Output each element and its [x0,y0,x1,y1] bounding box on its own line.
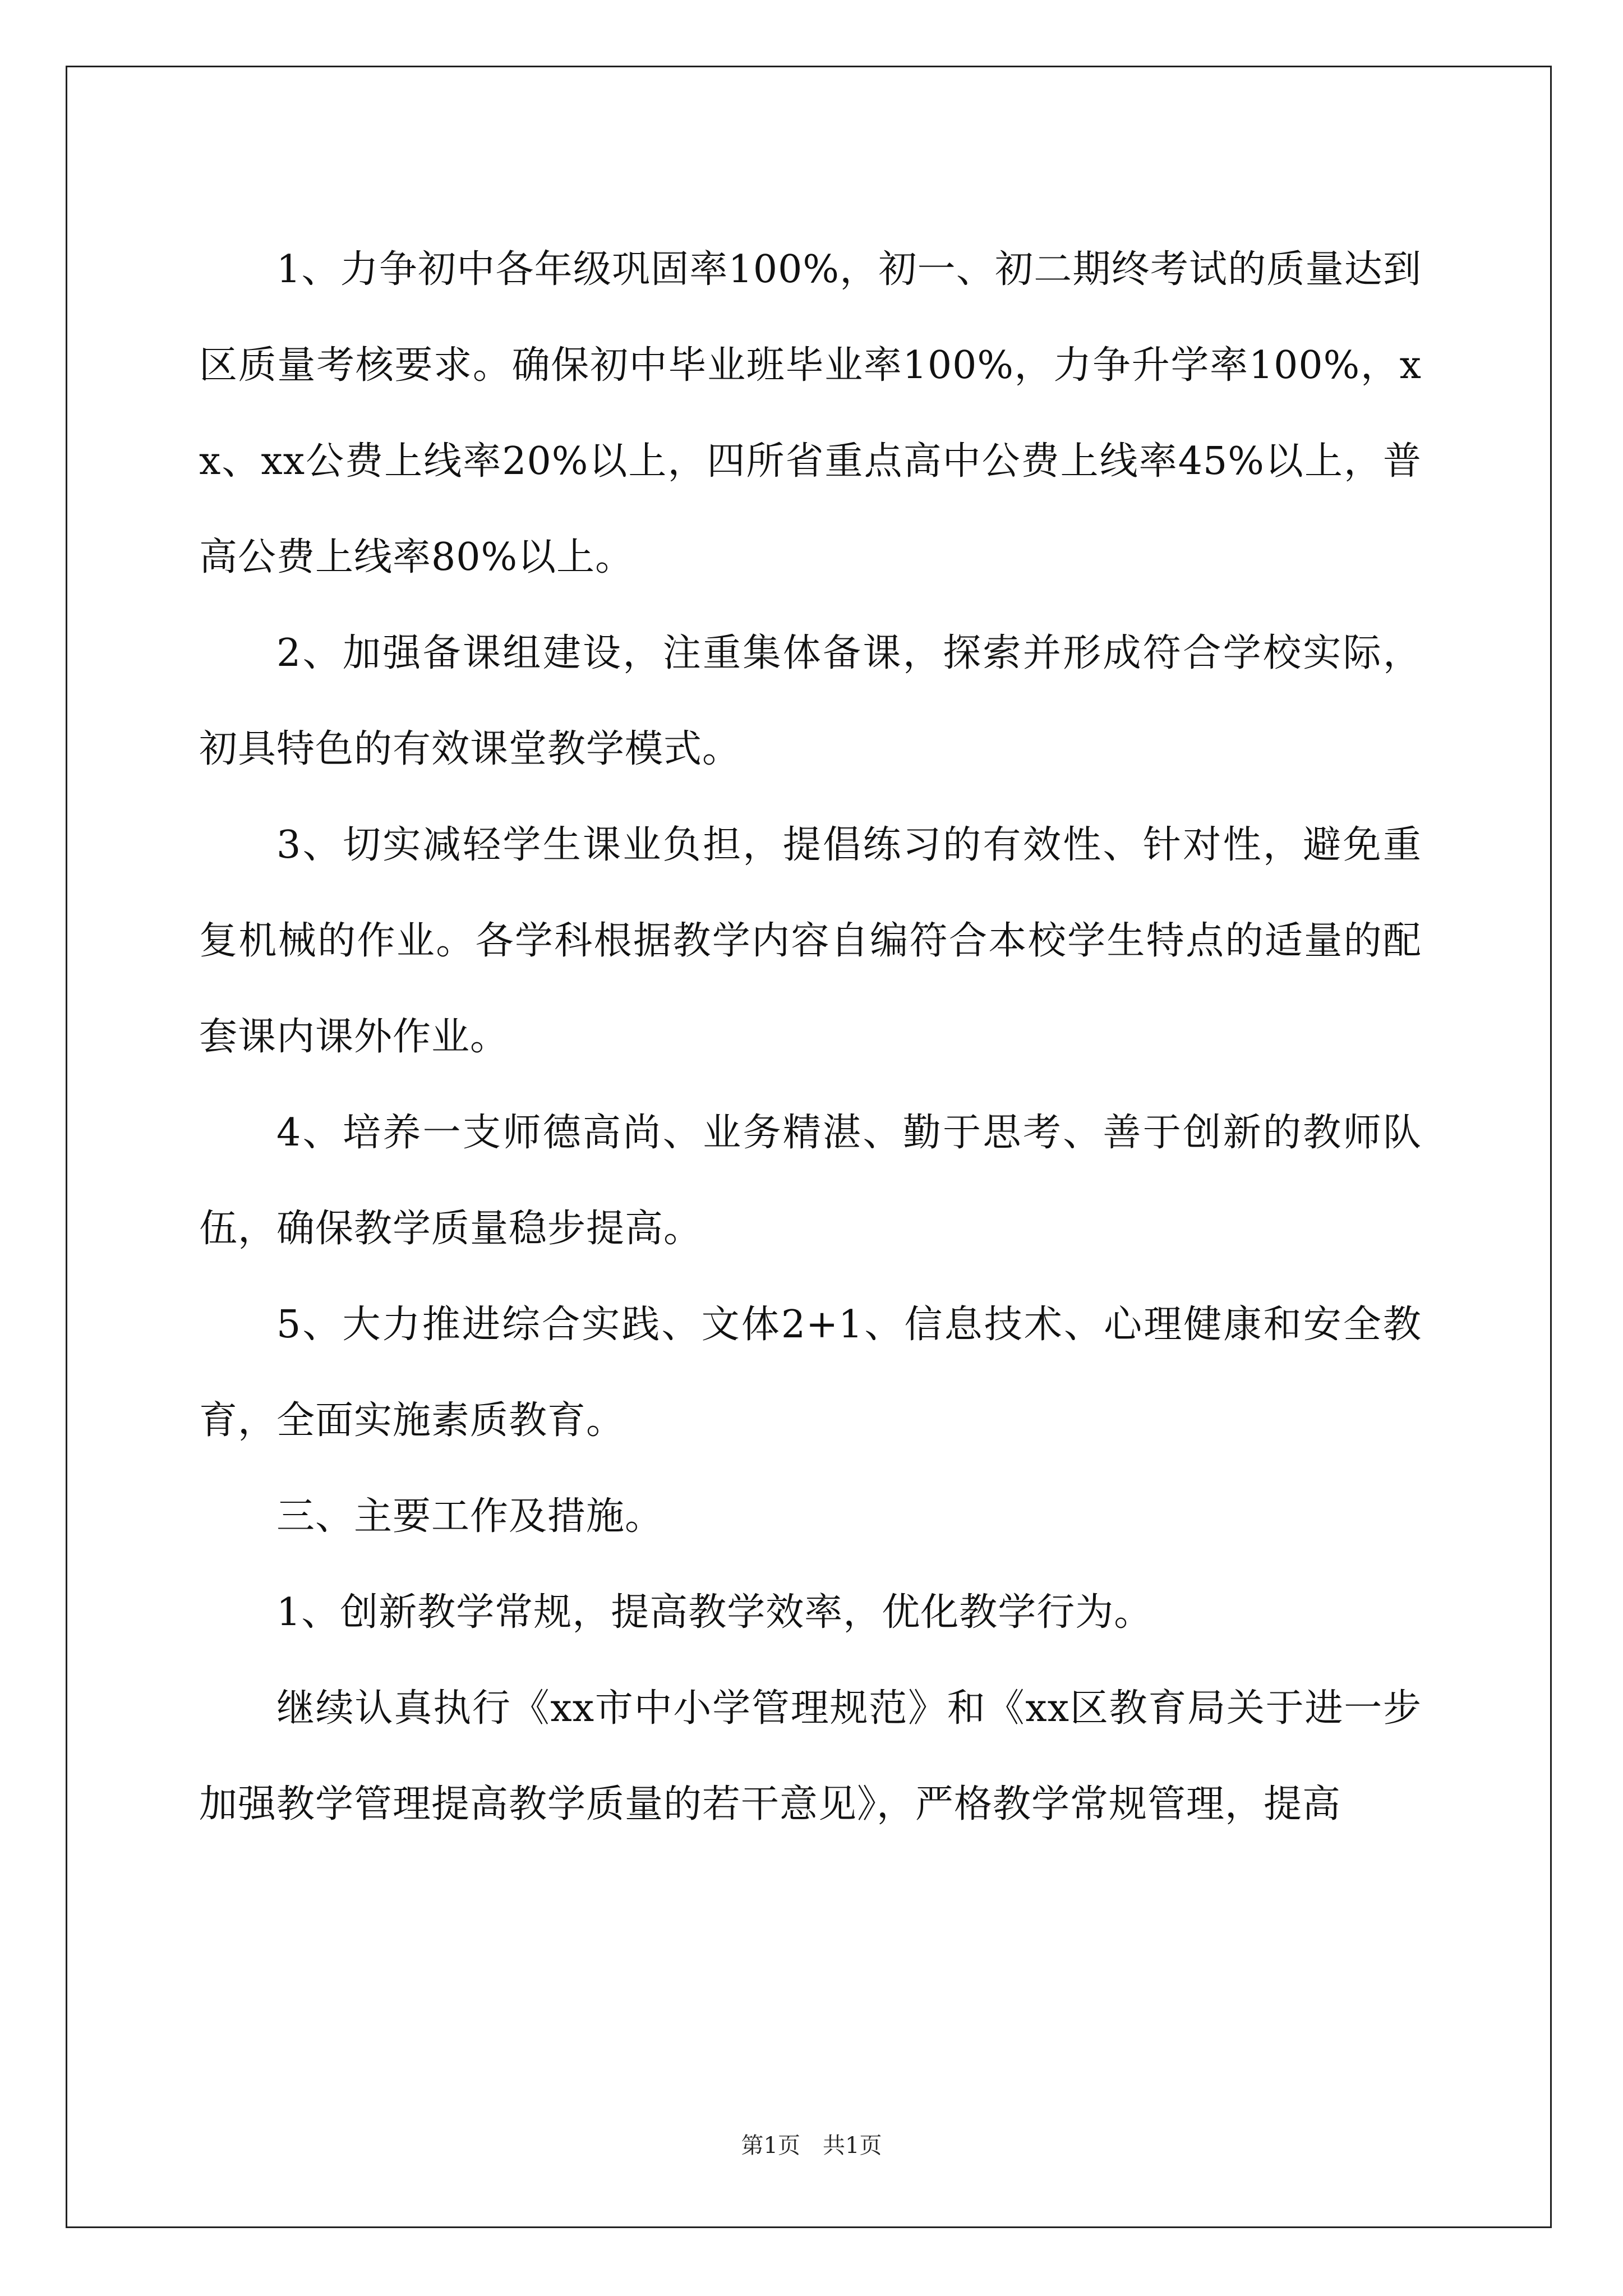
paragraph-goal-1: 1、力争初中各年级巩固率100%，初一、初二期终考试的质量达到区质量考核要求。确保初中毕业班毕业率100%，力争升学率100%，xx、xx公费上线率20%以上，四所省重点高中公费上线率45%以上，普高公费上线率80%以上。 [199,247,1422,579]
document-body [199,222,1422,1852]
section-heading: 三、主要工作及措施。 [276,1494,664,1539]
subsection-heading: 1、创新教学常规，提高教学效率，优化教学行为。 [276,1590,1153,1635]
paragraph-goal-3: 3、切实减轻学生课业负担，提倡练习的有效性、针对性，避免重复机械的作业。各学科根据教学内容自编符合本校学生特点的适量的配套课内课外作业。 [199,823,1422,1059]
paragraph-goal-5: 5、大力推进综合实践、文体2+1、信息技术、心理健康和安全教育，全面实施素质教育。 [199,1303,1422,1443]
paragraph-goal-2: 2、加强备课组建设，注重集体备课，探索并形成符合学校实际，初具特色的有效课堂教学模式。 [199,631,1422,771]
page-number: 第1页 共1页 [741,2133,882,2159]
paragraph-body: 继续认真执行《xx市中小学管理规范》和《xx区教育局关于进一步加强教学管理提高教学质量的若干意见》，严格教学常规管理，提高 [199,1686,1422,1826]
paragraph-goal-4: 4、培养一支师德高尚、业务精湛、勤于思考、善于创新的教师队伍，确保教学质量稳步提高。 [199,1111,1422,1251]
